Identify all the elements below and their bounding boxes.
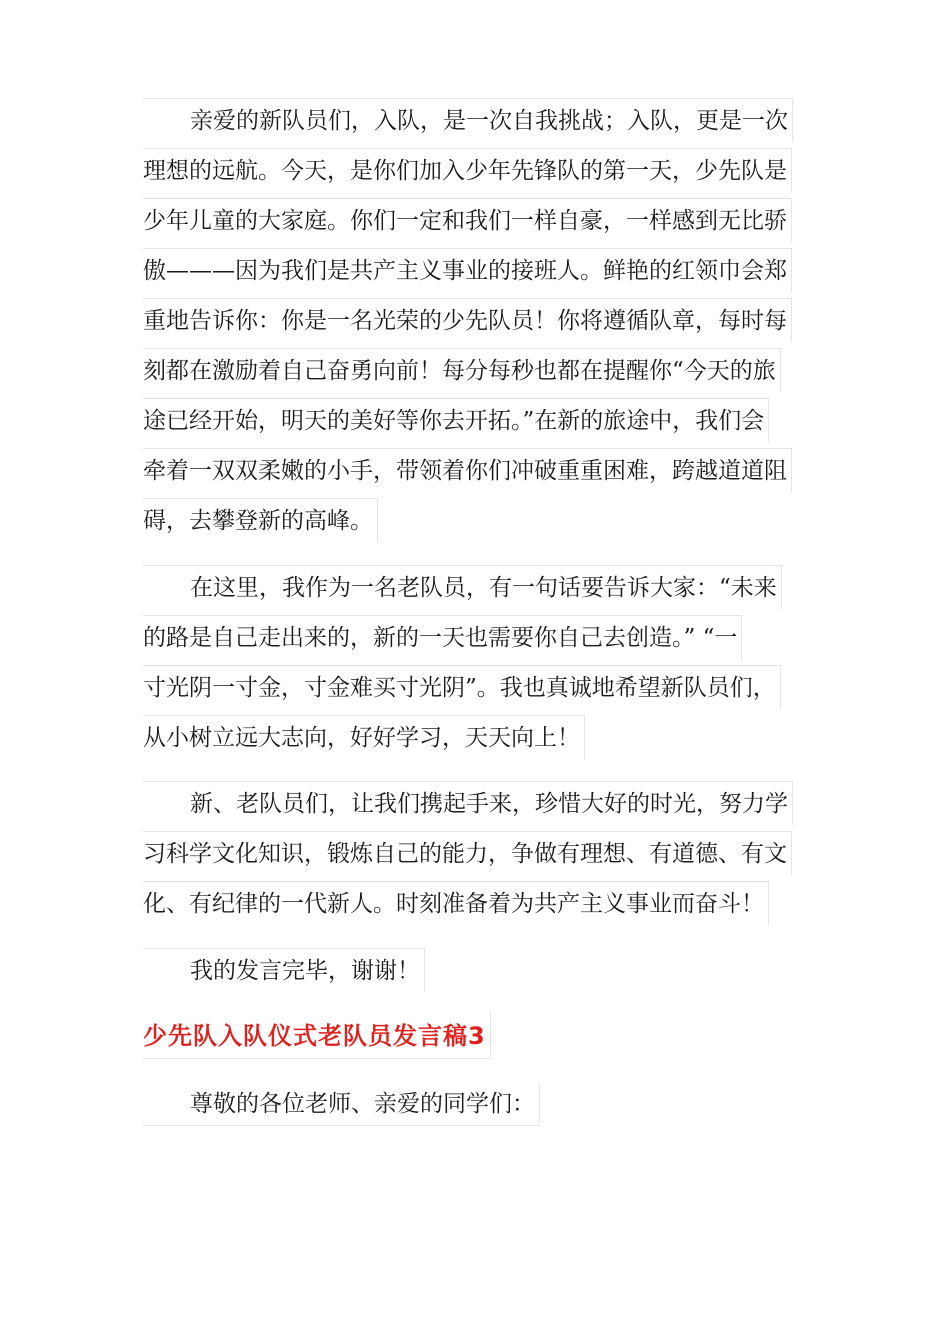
paragraph-2-line-1: 在这里，我作为一名老队员，有一句话要告诉大家：“未来	[143, 565, 782, 609]
paragraph-1-line-5: 重地告诉你：你是一名光荣的少先队员！你将遵循队章，每时每	[143, 298, 792, 342]
paragraph-2-line-2: 的路是自己走出来的，新的一天也需要你自己去创造。” “一	[143, 615, 742, 659]
greeting-line: 尊敬的各位老师、亲爱的同学们：	[143, 1082, 540, 1126]
paragraph-1-line-2: 理想的远航。今天，是你们加入少年先锋队的第一天，少先队是	[143, 148, 792, 192]
paragraph-2-line-4: 从小树立远大志向，好好学习，天天向上！	[143, 715, 585, 759]
paragraph-1-line-9: 碍，去攀登新的高峰。	[143, 498, 378, 542]
paragraph-1-line-1: 亲爱的新队员们，入队，是一次自我挑战；入队，更是一次	[143, 98, 793, 142]
paragraph-4-line-1: 我的发言完毕，谢谢！	[143, 948, 425, 992]
paragraph-3-line-1: 新、老队员们，让我们携起手来，珍惜大好的时光，努力学	[143, 781, 793, 825]
paragraph-3-line-2: 习科学文化知识，锻炼自己的能力，争做有理想、有道德、有文	[143, 831, 792, 875]
paragraph-1-line-6: 刻都在激励着自己奋勇向前！每分每秒也都在提醒你“今天的旅	[143, 348, 781, 392]
paragraph-1-line-3: 少年儿童的大家庭。你们一定和我们一样自豪，一样感到无比骄	[143, 198, 792, 242]
paragraph-1-line-4: 傲———因为我们是共产主义事业的接班人。鲜艳的红领巾会郑	[143, 248, 792, 292]
paragraph-1-line-8: 牵着一双双柔嫩的小手，带领着你们冲破重重困难，跨越道道阻	[143, 448, 792, 492]
paragraph-3-line-3: 化、有纪律的一代新人。时刻准备着为共产主义事业而奋斗！	[143, 881, 769, 925]
section-heading: 少先队入队仪式老队员发言稿3	[143, 1013, 491, 1059]
paragraph-1-line-7: 途已经开始，明天的美好等你去开拓。”在新的旅途中，我们会	[143, 398, 769, 442]
paragraph-2-line-3: 寸光阴一寸金，寸金难买寸光阴”。我也真诚地希望新队员们，	[143, 665, 781, 709]
